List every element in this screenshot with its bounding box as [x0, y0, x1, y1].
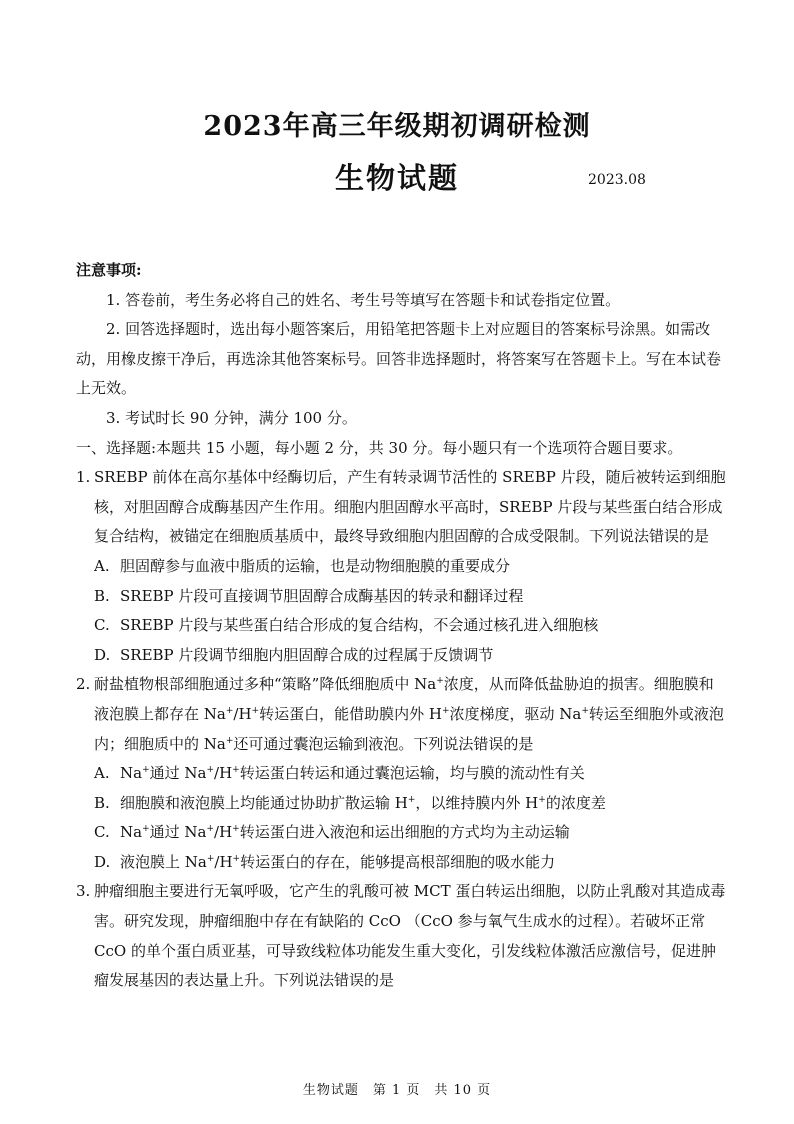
option-1d	[76, 641, 726, 671]
option-1c	[76, 611, 726, 641]
option-label: A.	[94, 556, 110, 575]
question-number: 3.	[76, 882, 91, 901]
notice-item-3: 3. 考试时长 90 分钟，满分 100 分。	[106, 408, 357, 427]
option-text: 细胞膜和液泡膜上均能通过协助扩散运输 H+，以维持膜内外 H+的浓度差	[120, 793, 606, 812]
option-label: C.	[94, 823, 110, 842]
exam-title: 2023年高三年级期初调研检测	[203, 111, 591, 142]
option-label: D.	[94, 852, 111, 871]
option-text: Na+通过 Na+/H+转运蛋白进入液泡和运出细胞的方式均为主动运输	[120, 823, 570, 842]
option-text: SREBP 片段可直接调节胆固醇合成酶基因的转录和翻译过程	[120, 586, 524, 605]
option-label: B.	[94, 793, 110, 812]
option-text: SREBP 片段与某些蛋白结合形成的复合结构，不会通过核孔进入细胞核	[120, 616, 599, 635]
option-text: 胆固醇参与血液中脂质的运输，也是动物细胞膜的重要成分	[120, 556, 511, 575]
option-text: Na+通过 Na+/H+转运蛋白转运和通过囊泡运输，均与膜的流动性有关	[120, 764, 585, 783]
subject-title: 生物试题	[334, 161, 459, 195]
option-2d	[76, 848, 726, 878]
option-text: SREBP 片段调节细胞内胆固醇合成的过程属于反馈调节	[120, 645, 494, 664]
option-label: A.	[94, 764, 110, 783]
section-heading: 一、选择题:本题共 15 小题，每小题 2 分，共 30 分。每小题只有一个选项符合题目要求。	[76, 438, 683, 457]
notice-item-2: 2. 回答选择题时，选出每小题答案后，用铅笔把答题卡上对应题目的答案标号涂黑。如需改动，用橡皮擦干净后，再选涂其他答案标号。回答非选择题时，将答案写在答题卡上。写在本试卷上无效。	[76, 320, 722, 398]
option-1b	[76, 582, 726, 612]
option-1a	[76, 552, 726, 582]
option-label: D.	[94, 645, 111, 664]
page-footer: 生物试题 第 1 页 共 10 页	[302, 1083, 492, 1098]
option-2c	[76, 818, 726, 848]
question-2	[76, 670, 726, 759]
question-number: 1.	[76, 468, 91, 487]
question-number: 2.	[76, 675, 91, 694]
option-label: C.	[94, 616, 110, 635]
question-3	[76, 877, 726, 995]
question-stem: SREBP 前体在高尔基体中经酶切后，产生有转录调节活性的 SREBP 片段，随后被转运到细胞核，对胆固醇合成酶基因产生作用。细胞内胆固醇水平高时，SREBP 片段与某些蛋白结合形成复合结构，被锚定在细胞质基质中，最终导致细胞内胆固醇的合成受限制。下列说法错误的是	[94, 468, 726, 546]
exam-content	[76, 256, 726, 996]
question-1	[76, 463, 726, 552]
notice-item-1: 1. 答卷前，考生务必将自己的姓名、考生号等填写在答题卡和试卷指定位置。	[106, 290, 621, 309]
question-stem: 肿瘤细胞主要进行无氧呼吸，它产生的乳酸可被 MCT 蛋白转运出细胞，以防止乳酸对其造成毒害。研究发现，肿瘤细胞中存在有缺陷的 CcO （CcO 参与氧气生成水的过程）。若破坏正常 CcO 的单个蛋白质亚基，可导致线粒体功能发生重大变化，引发线粒体激活应激信号，促进肿瘤发展基因的表达量上升。下列说法错误的是	[94, 882, 726, 990]
exam-date: 2023.08	[588, 172, 646, 188]
option-text: 液泡膜上 Na+/H+转运蛋白的存在，能够提高根部细胞的吸水能力	[120, 852, 556, 871]
question-stem: 耐盐植物根部细胞通过多种“策略”降低细胞质中 Na+浓度，从而降低盐胁迫的损害。细胞膜和液泡膜上都存在 Na+/H+转运蛋白，能借助膜内外 H+浓度梯度，驱动 Na+转运至细胞外或液泡内；细胞质中的 Na+还可通过囊泡运输到液泡。下列说法错误的是	[94, 675, 724, 753]
option-2a	[76, 759, 726, 789]
option-2b	[76, 789, 726, 819]
notice-heading: 注意事项:	[76, 261, 142, 279]
option-label: B.	[94, 586, 110, 605]
